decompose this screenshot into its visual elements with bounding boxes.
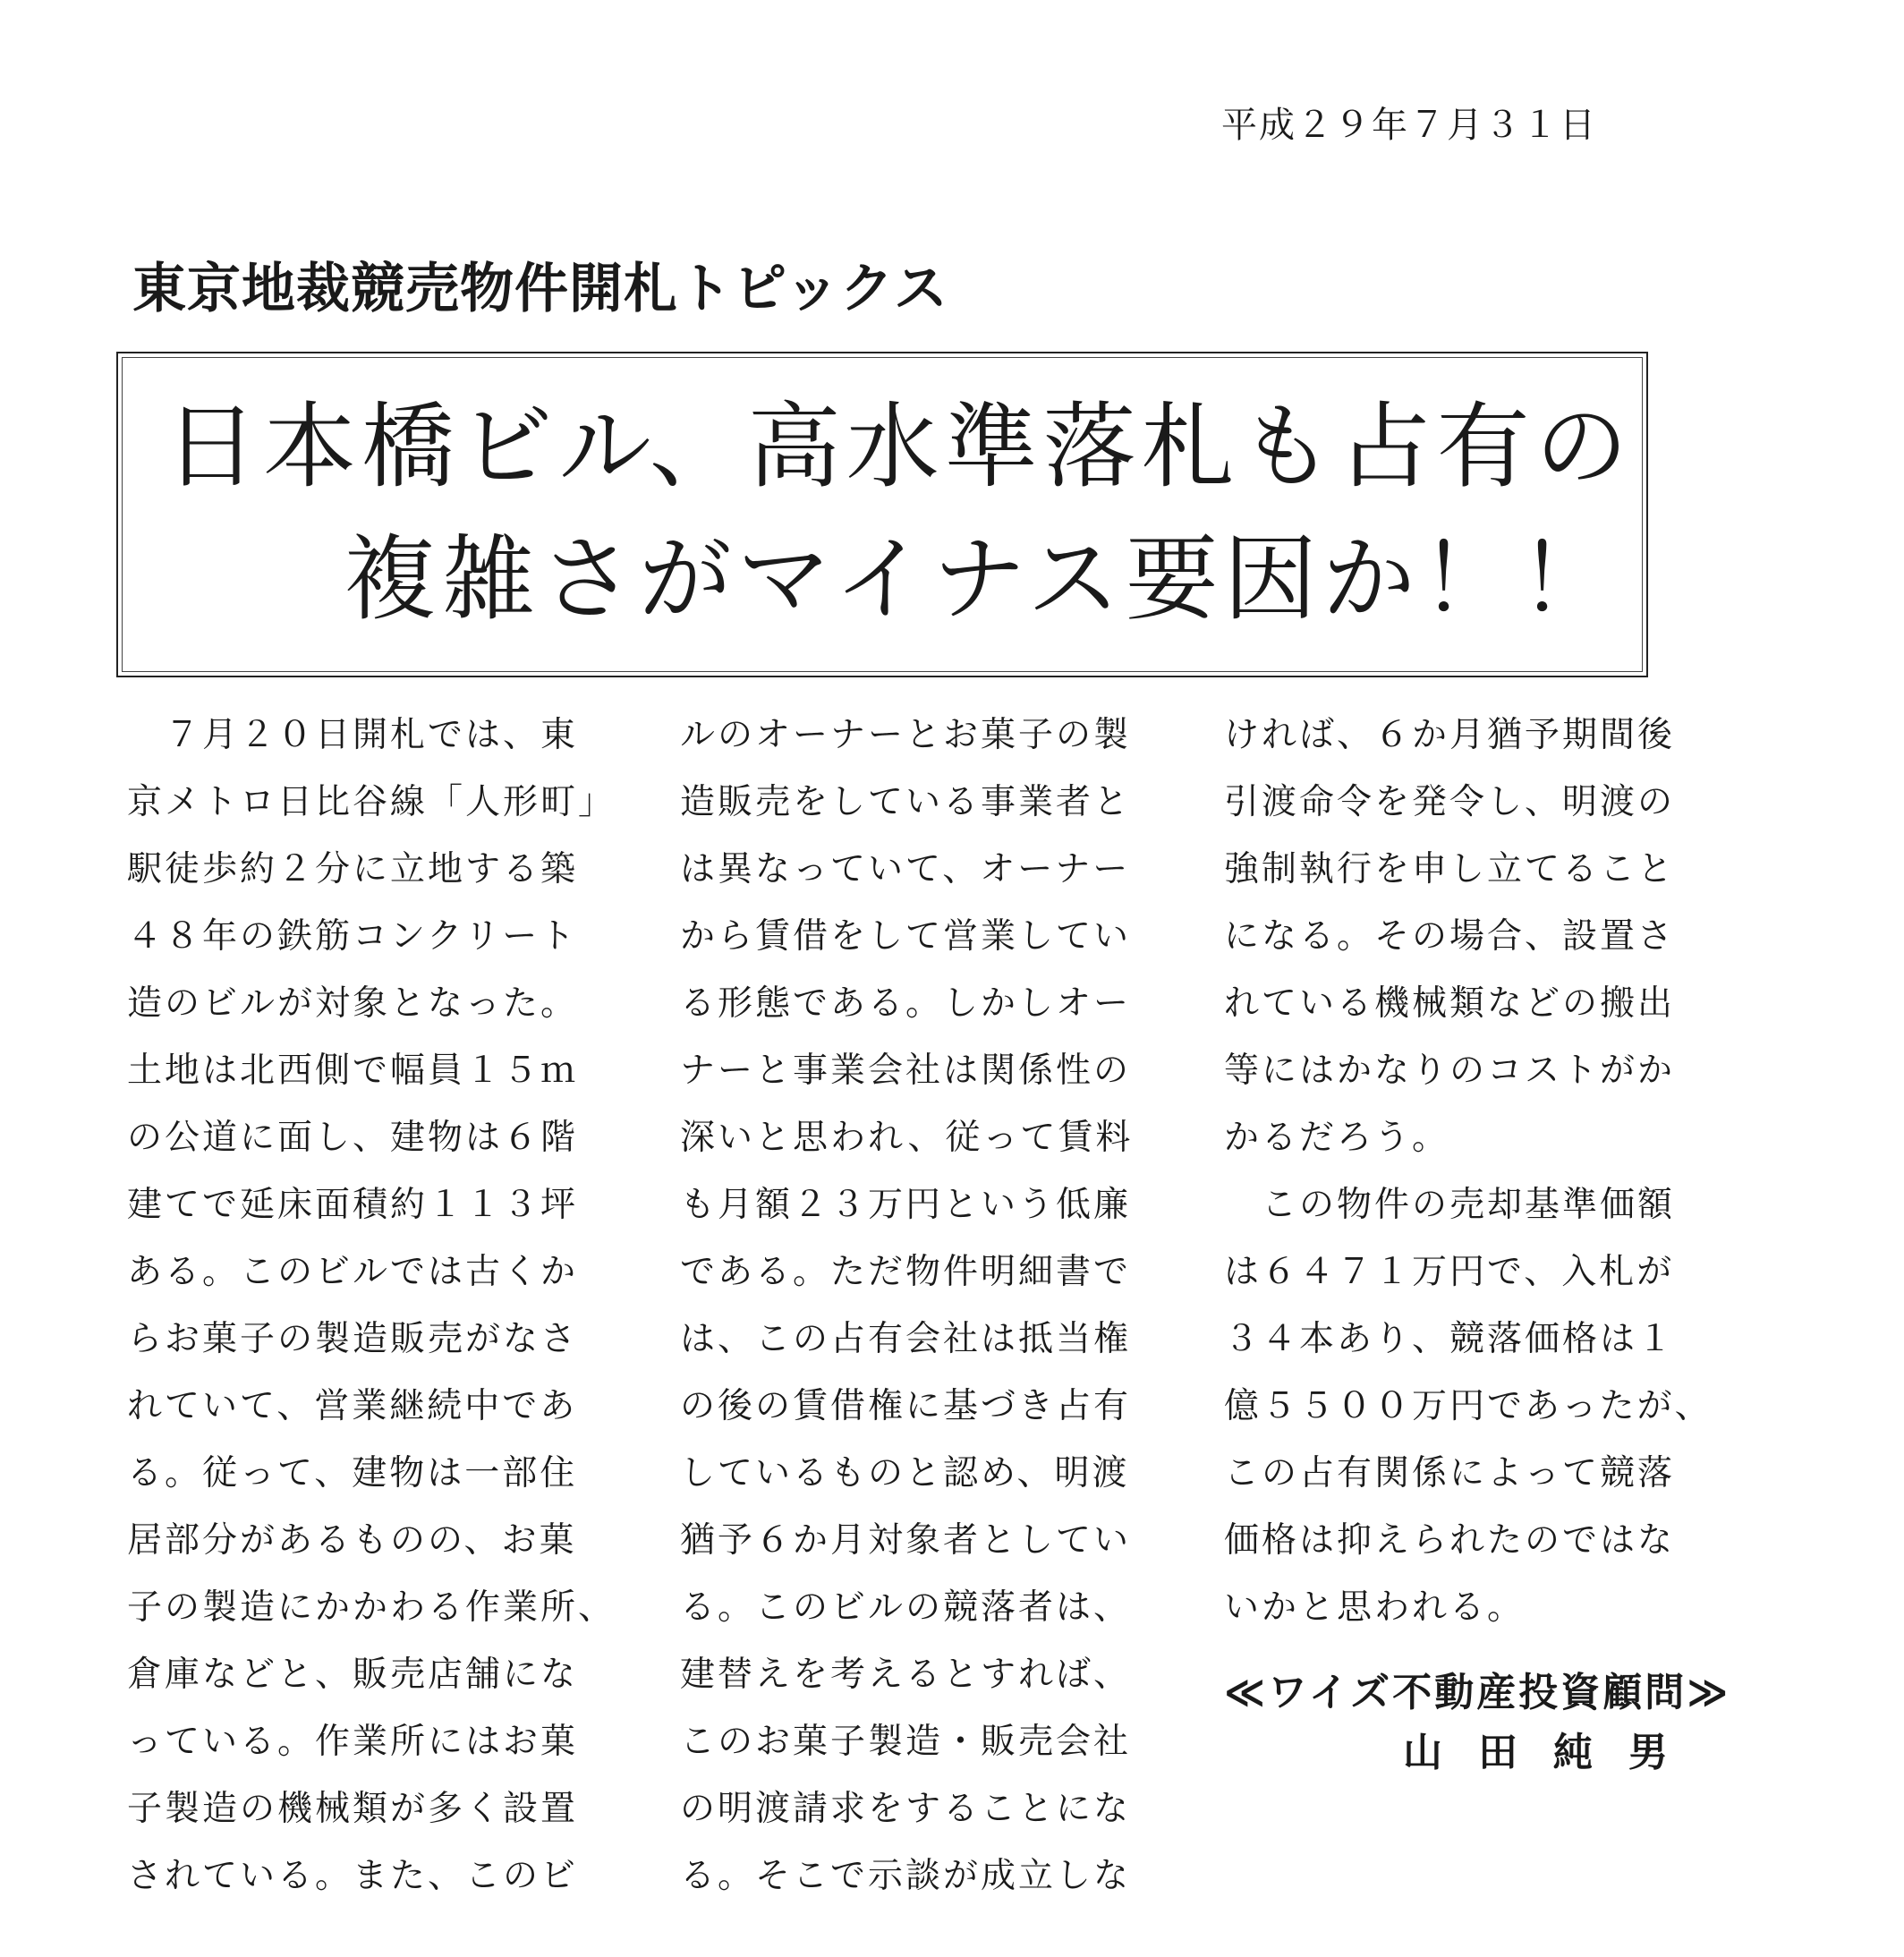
text-line: らお菓子の製造販売がなさ bbox=[127, 1319, 579, 1359]
text-line: 建てで延床面積約１１３坪 bbox=[127, 1185, 579, 1225]
text-line: っている。作業所にはお菓 bbox=[127, 1722, 579, 1762]
text-line: 京メトロ日比谷線「人形町」 bbox=[127, 782, 616, 822]
text-line: ４８年の鉄筋コンクリート bbox=[127, 916, 578, 957]
text-line: 子の製造にかかわる作業所、 bbox=[127, 1587, 616, 1628]
text-line: は、この占有会社は抵当権 bbox=[680, 1319, 1132, 1359]
text-line: 引渡命令を発令し、明渡の bbox=[1224, 782, 1676, 822]
text-line: である。ただ物件明細書で bbox=[680, 1252, 1132, 1292]
article-column-2 bbox=[680, 702, 1133, 1910]
text-line: 建替えを考えるとすれば、 bbox=[680, 1655, 1132, 1695]
text-line: る形態である。しかしオー bbox=[680, 983, 1132, 1024]
text-line: 造販売をしている事業者と bbox=[680, 782, 1132, 822]
text-line: 億５５００万円であったが、 bbox=[1224, 1386, 1713, 1426]
text-line: る。従って、建物は一部住 bbox=[127, 1453, 578, 1493]
text-line: ３４本あり、競落価格は１ bbox=[1224, 1319, 1676, 1359]
text-line: この占有関係によって競落 bbox=[1224, 1453, 1676, 1493]
text-line: る。このビルの競落者は、 bbox=[680, 1587, 1132, 1628]
text-line: 強制執行を申し立てること bbox=[1224, 849, 1676, 889]
text-line: の明渡請求をすることにな bbox=[680, 1789, 1132, 1829]
text-line: 等にはかなりのコストがか bbox=[1224, 1051, 1676, 1091]
text-line: も月額２３万円という低廉 bbox=[680, 1185, 1132, 1225]
text-line: しているものと認め、明渡 bbox=[680, 1453, 1130, 1493]
text-line: されている。また、このビ bbox=[127, 1856, 579, 1896]
text-line: ければ、６か月猶予期間後 bbox=[1224, 715, 1676, 755]
text-line: れていて、営業継続中であ bbox=[127, 1386, 578, 1426]
text-line: の公道に面し、建物は６階 bbox=[127, 1118, 579, 1158]
byline-organization: ≪ワイズ不動産投資顧問≫ bbox=[1224, 1670, 1731, 1715]
article-column-1 bbox=[127, 702, 616, 1910]
document-date: 平成２９年７月３１日 bbox=[1221, 105, 1597, 146]
section-title: 東京地裁競売物件開札トピックス bbox=[132, 258, 948, 320]
text-line: から賃借をして営業してい bbox=[680, 916, 1132, 957]
headline-line-2: 複雑さがマイナス要因か！！ bbox=[344, 524, 1618, 634]
text-line: の後の賃借権に基づき占有 bbox=[680, 1386, 1132, 1426]
text-line: は６４７１万円で、入札が bbox=[1224, 1252, 1675, 1292]
text-line: 駅徒歩約２分に立地する築 bbox=[127, 849, 579, 889]
text-line: いかと思われる。 bbox=[1224, 1587, 1526, 1628]
byline-author: 山田純男 bbox=[1403, 1730, 1704, 1775]
text-line: 土地は北西側で幅員１５ｍ bbox=[127, 1051, 579, 1091]
article-column-3 bbox=[1224, 702, 1730, 1780]
text-line: この物件の売却基準価額 bbox=[1224, 1185, 1676, 1225]
text-line: 価格は抑えられたのではな bbox=[1224, 1520, 1676, 1561]
text-line: このお菓子製造・販売会社 bbox=[680, 1722, 1132, 1762]
text-line: は異なっていて、オーナー bbox=[680, 849, 1131, 889]
text-line: ある。このビルでは古くか bbox=[127, 1252, 579, 1292]
text-line: れている機械類などの搬出 bbox=[1224, 983, 1676, 1024]
text-line: 深いと思われ、従って賃料 bbox=[680, 1118, 1134, 1158]
text-line: 造のビルが対象となった。 bbox=[127, 983, 579, 1024]
text-line: ルのオーナーとお菓子の製 bbox=[680, 715, 1132, 755]
text-line: かるだろう。 bbox=[1224, 1118, 1450, 1158]
text-line: 倉庫などと、販売店舗にな bbox=[127, 1655, 579, 1695]
headline-box bbox=[116, 352, 1648, 677]
text-line: ７月２０日開札では、東 bbox=[127, 715, 579, 755]
text-line: 居部分があるものの、お菓 bbox=[127, 1520, 577, 1561]
text-line: 猶予６か月対象者としてい bbox=[680, 1520, 1132, 1561]
text-line: ナーと事業会社は関係性の bbox=[680, 1051, 1132, 1091]
text-line: る。そこで示談が成立しな bbox=[680, 1856, 1132, 1896]
text-line: になる。その場合、設置さ bbox=[1224, 916, 1676, 957]
text-line: 子製造の機械類が多く設置 bbox=[127, 1789, 579, 1829]
headline-line-1: 日本橋ビル、高水準落札も占有の bbox=[165, 392, 1634, 501]
